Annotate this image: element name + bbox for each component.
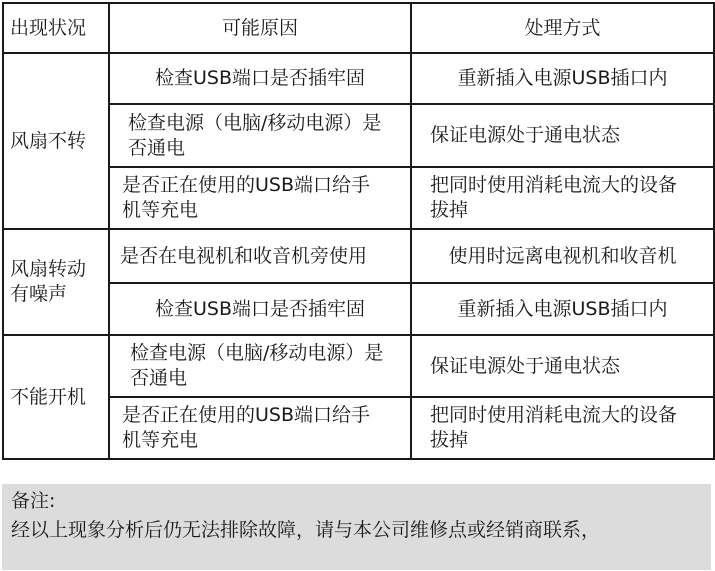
cause-cell: 检查USB端口是否插牢固 <box>109 283 411 335</box>
table-row <box>3 229 714 283</box>
situation-cannot-power-on: 不能开机 <box>3 335 109 459</box>
note-label: 备注: <box>11 490 56 512</box>
table-row <box>3 104 714 167</box>
cause-cell: 是否正在使用的USB端口给手机等充电 <box>109 397 411 459</box>
table-row <box>3 335 714 397</box>
header-situation: 出现状况 <box>3 3 109 53</box>
table-row <box>3 167 714 229</box>
solution-cell: 重新插入电源USB插口内 <box>411 53 714 104</box>
solution-cell: 把同时使用消耗电流大的设备拔掉 <box>411 397 714 459</box>
solution-cell: 把同时使用消耗电流大的设备拔掉 <box>411 167 714 229</box>
header-solution: 处理方式 <box>411 3 714 53</box>
table-row <box>3 53 714 104</box>
situation-fan-noise: 风扇转动有噪声 <box>3 229 109 335</box>
cause-cell: 是否正在使用的USB端口给手机等充电 <box>109 167 411 229</box>
cause-cell: 检查USB端口是否插牢固 <box>109 53 411 104</box>
table-row <box>3 283 714 335</box>
cause-cell: 是否在电视机和收音机旁使用 <box>109 229 411 283</box>
situation-fan-not-spinning: 风扇不转 <box>3 53 109 229</box>
table-row <box>3 397 714 459</box>
note-text: 经以上现象分析后仍无法排除故障，请与本公司维修点或经销商联系， <box>11 519 601 541</box>
header-cause: 可能原因 <box>109 3 411 53</box>
solution-cell: 保证电源处于通电状态 <box>411 335 714 397</box>
note-box <box>2 484 711 570</box>
table-header-row <box>3 3 714 53</box>
solution-cell: 重新插入电源USB插口内 <box>411 283 714 335</box>
solution-cell: 使用时远离电视机和收音机 <box>411 229 714 283</box>
troubleshooting-table <box>2 2 715 460</box>
cause-cell: 检查电源（电脑/移动电源）是否通电 <box>109 104 411 167</box>
solution-cell: 保证电源处于通电状态 <box>411 104 714 167</box>
cause-cell: 检查电源（电脑/移动电源）是否通电 <box>109 335 411 397</box>
